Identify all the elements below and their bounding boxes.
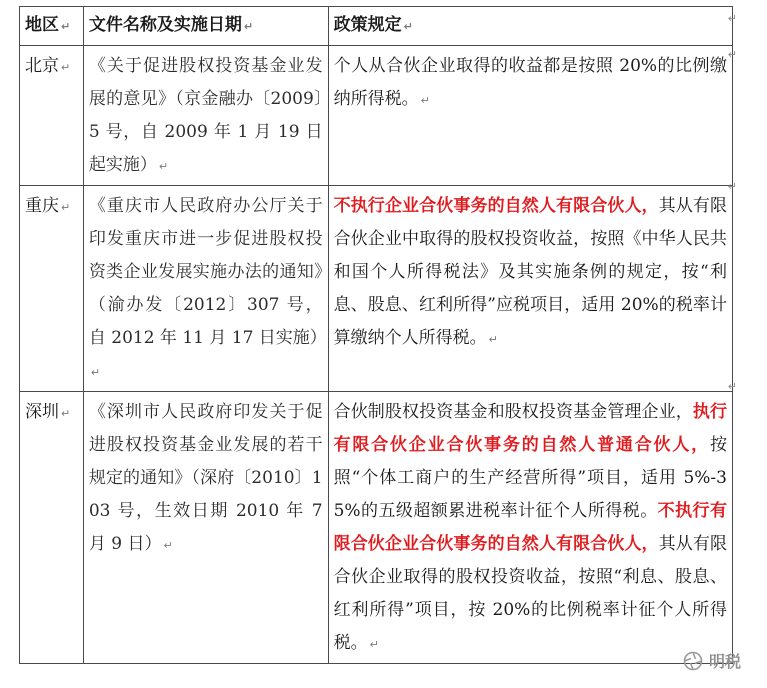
watermark [683,649,741,672]
document-cell: 《关于促进股权投资基金业发展的意见》（京金融办〔2009〕5 号，自 2009 年 1 月 19 日起实施） ↵ [83,46,328,186]
region-cell: 重庆 ↵ [20,186,84,392]
document-cell: 《重庆市人民政府办公厅关于印发重庆市进一步促进股权投资类企业发展实施办法的通知》（渝办发〔2012〕307 号，自 2012 年 11 月 17 日实施）↵ [83,186,328,392]
paragraph-mark: ↵ [727,12,737,25]
wechat-moments-icon [683,651,703,671]
header-policy: 政策规定 ↵ [328,7,732,46]
region-cell: 北京 ↵ [20,46,84,186]
policy-table [19,6,733,664]
table-row [20,392,733,664]
policy-cell: 不执行企业合伙事务的自然人有限合伙人，其从有限合伙企业中取得的股权投资收益，按照《中华人民共和国个人所得税法》及其实施条例的规定，按“利息、股息、红利所得”应税项目，适用 20%的税率计算缴纳个人所得税。 ↵ [328,186,732,392]
watermark-text: 明税 [708,652,741,671]
region-cell: 深圳 ↵ [20,392,84,664]
paragraph-mark: ↵ [727,380,737,393]
policy-cell: 合伙制股权投资基金和股权投资基金管理企业，执行有限合伙企业合伙事务的自然人普通合伙人，按照“个体工商户的生产经营所得”项目，适用 5%-35%的五级超额累进税率计征个人所得税。不执行有限合伙企业合伙事务的自然人有限合伙人，其从有限合伙企业取得的股权投资收益，按照“利息、股息、红利所得”项目，按 20%的比例税率计征个人所得税。 ↵ [328,392,732,664]
table-row [20,46,733,186]
highlight-text: 不执行企业合伙事务的自然人有限合伙人， [333,196,659,216]
policy-cell: 个人从合伙企业取得的收益都是按照 20%的比例缴纳所得税。 ↵ [328,46,732,186]
highlight-text: 执行有限合伙企业合伙事务的自然人普通合伙人， [333,402,727,455]
header-document: 文件名称及实施日期 ↵ [83,7,328,46]
table-header-row [20,7,733,46]
paragraph-mark: ↵ [727,48,737,61]
table-row [20,186,733,392]
highlight-text: 不执行有限合伙企业合伙事务的自然人有限合伙人， [333,501,728,554]
document-cell: 《深圳市人民政府印发关于促进股权投资基金业发展的若干规定的通知》（深府〔2010〕103 号，生效日期 2010 年 7 月 9 日） ↵ [83,392,328,664]
paragraph-mark: ↵ [727,180,737,193]
header-region: 地区 ↵ [20,7,84,46]
